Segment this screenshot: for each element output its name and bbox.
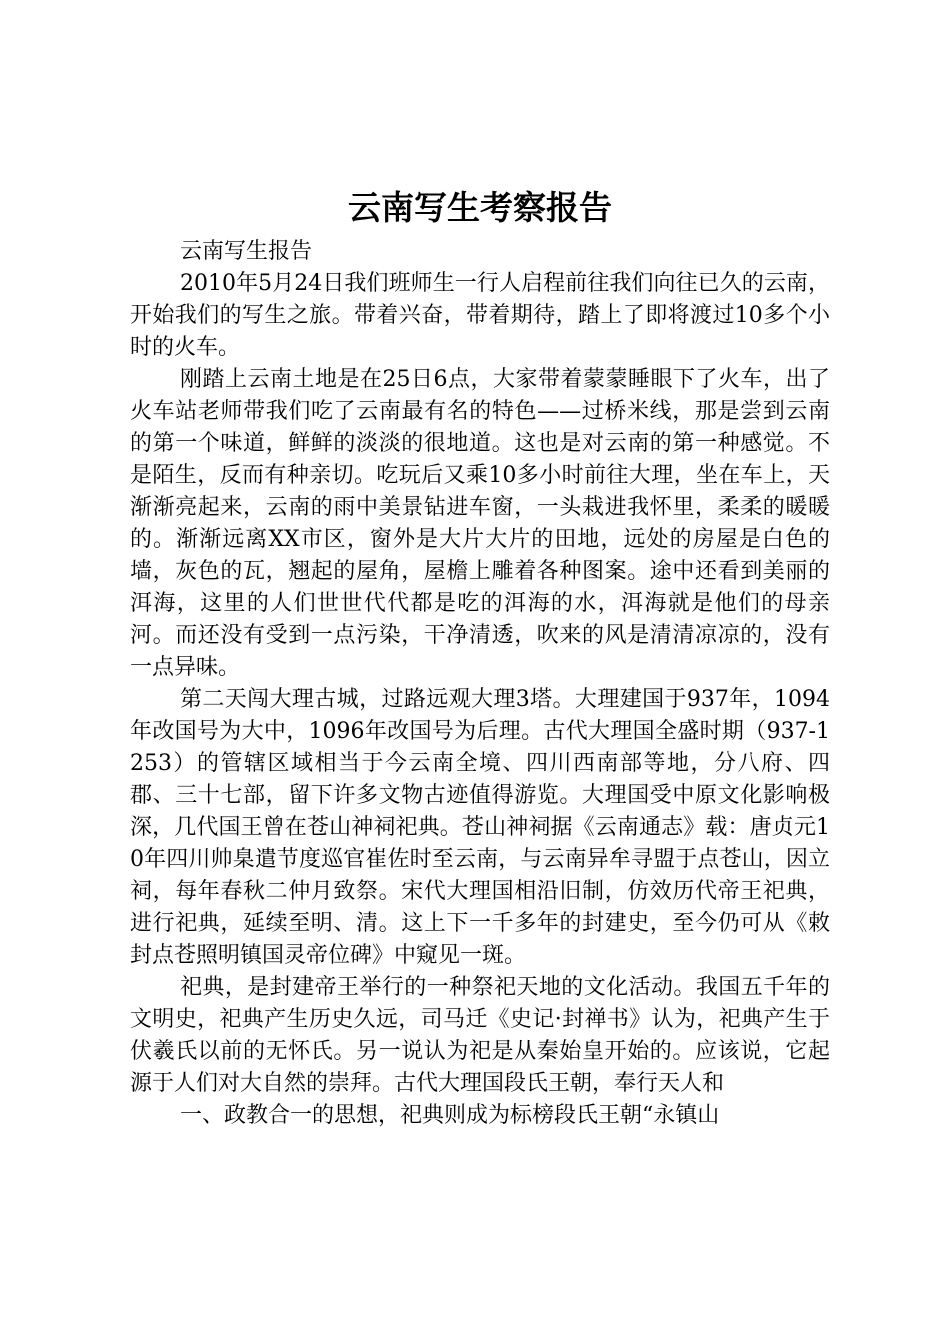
document-body	[130, 236, 830, 1132]
paragraph-dali-history: 第二天闯大理古城，过路远观大理3塔。大理建国于937年，1094年改国号为大中，1096年改国号为后理。古代大理国全盛时期（937-1253）的管辖区域相当于今云南全境、四川西南部等地，分八府、四郡、三十七部，留下许多文物古迹值得游览。大理国受中原文化影响极深，几代国王曾在苍山神祠祀典。苍山神祠据《云南通志》载：唐贞元10年四川帅臬遣节度巡官崔佐时至云南，与云南异牟寻盟于点苍山，因立祠，每年春秋二仲月致祭。宋代大理国相沿旧制，仿效历代帝王祀典，进行祀典，延续至明、清。这上下一千多年的封建史，至今仍可从《敕封点苍照明镇国灵帝位碑》中窥见一斑。	[130, 687, 830, 968]
paragraph-arrival: 刚踏上云南土地是在25日6点，大家带着蒙蒙睡眼下了火车，出了火车站老师带我们吃了云南最有名的特色——过桥米线，那是尝到云南的第一个味道，鲜鲜的淡淡的很地道。这也是对云南的第一种感觉。不是陌生，反而有种亲切。吃玩后又乘10多小时前往大理，坐在车上，天渐渐亮起来，云南的雨中美景钻进车窗，一头栽进我怀里，柔柔的暖暖的。渐渐远离XX市区，窗外是大片大片的田地，远处的房屋是白色的墙，灰色的瓦，翘起的屋角，屋檐上雕着各种图案。途中还看到美丽的洱海，这里的人们世世代代都是吃的洱海的水，洱海就是他们的母亲河。而还没有受到一点污染，干净清透，吹来的风是清清凉凉的，没有一点异味。	[130, 367, 830, 680]
paragraph-governance: 一、政教合一的思想，祀典则成为标榜段氏王朝“永镇山	[180, 1103, 720, 1128]
paragraph-subtitle: 云南写生报告	[180, 239, 313, 264]
paragraph-ritual: 祀典，是封建帝王举行的一种祭祀天地的文化活动。我国五千年的文明史，祀典产生历史久远，司马迁《史记·封禅书》认为，祀典产生于伏羲氏以前的无怀氏。另一说认为祀是从秦始皇开始的。应该说，它起源于人们对大自然的崇拜。古代大理国段氏王朝，奉行天人和	[130, 975, 830, 1096]
paragraph-departure: 2010年5月24日我们班师生一行人启程前往我们向往已久的云南，开始我们的写生之旅。带着兴奋，带着期待，踏上了即将渡过10多个小时的火车。	[130, 271, 830, 360]
document-title: 云南写生考察报告	[348, 188, 612, 227]
